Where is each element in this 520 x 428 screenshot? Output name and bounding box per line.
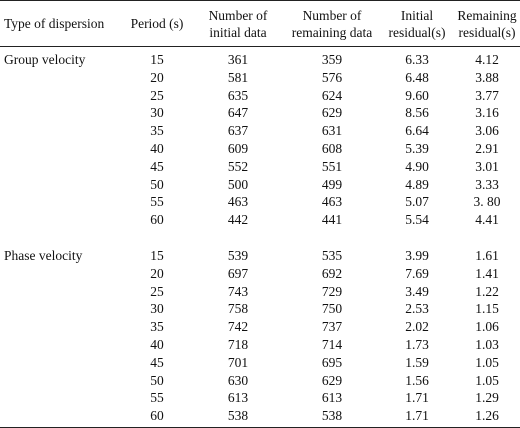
cell-remaining-residual: 3.01 <box>475 158 499 174</box>
group-label-empty <box>0 336 122 354</box>
cell-period: 35 <box>150 123 164 139</box>
cell-remaining-data: 613 <box>321 390 343 406</box>
group-label-empty <box>0 176 122 194</box>
cell-remaining-residual: 1.03 <box>475 336 499 352</box>
table-row <box>0 283 520 301</box>
cell-initial-residual: 2.02 <box>405 319 429 335</box>
cell-initial-residual: 7.69 <box>405 265 429 281</box>
group-label-empty <box>0 354 122 372</box>
group-label-empty <box>0 389 122 407</box>
cell-remaining-residual: 3.77 <box>475 87 499 103</box>
cell-remaining-data: 359 <box>321 52 343 67</box>
cell-initial-data: 613 <box>227 390 249 406</box>
cell-period: 60 <box>122 407 192 427</box>
table-row <box>0 243 520 265</box>
cell-initial-data: 635 <box>227 87 249 103</box>
cell-period: 50 <box>150 176 164 192</box>
cell-remaining-data: 629 <box>321 105 343 121</box>
cell-remaining-residual: 4.12 <box>475 52 499 67</box>
cell-period: 40 <box>150 336 164 352</box>
cell-remaining-residual: 1.22 <box>475 283 499 299</box>
table-row <box>0 69 520 87</box>
cell-remaining-data: 631 <box>321 123 343 139</box>
cell-initial-data: 552 <box>227 158 249 174</box>
group-label-empty <box>0 140 122 158</box>
cell-initial-residual: 2.53 <box>405 301 429 317</box>
cell-initial-data: 500 <box>227 176 249 192</box>
cell-initial-data: 361 <box>227 52 249 67</box>
table-row <box>0 158 520 176</box>
group-label-empty <box>0 69 122 87</box>
cell-initial-residual: 1.73 <box>405 336 429 352</box>
cell-period: 30 <box>150 301 164 317</box>
cell-remaining-data: 608 <box>321 140 343 156</box>
cell-remaining-residual: 1.05 <box>475 372 499 388</box>
cell-period: 45 <box>150 354 164 370</box>
table-row <box>0 389 520 407</box>
cell-initial-data: 742 <box>227 319 249 335</box>
cell-remaining-residual: 4.41 <box>475 212 499 228</box>
group-label: Phase velocity <box>4 247 83 263</box>
table-header <box>0 1 520 47</box>
cell-period: 55 <box>150 390 164 406</box>
cell-remaining-residual: 1.26 <box>454 407 520 427</box>
table-row <box>0 407 520 427</box>
cell-period: 30 <box>150 105 164 121</box>
cell-remaining-residual: 3. 80 <box>473 194 501 210</box>
header-row <box>0 1 520 47</box>
cell-initial-residual: 1.71 <box>380 407 454 427</box>
group-label-empty <box>0 318 122 336</box>
cell-remaining-residual: 1.41 <box>475 265 499 281</box>
cell-remaining-data: 729 <box>321 283 343 299</box>
header-type: Type of dispersion <box>0 1 122 47</box>
table-row <box>0 300 520 318</box>
cell-remaining-residual: 1.06 <box>475 319 499 335</box>
cell-remaining-data: 576 <box>321 69 343 85</box>
group-separator <box>0 229 520 243</box>
cell-remaining-residual: 3.33 <box>475 176 499 192</box>
cell-initial-data: 609 <box>227 140 249 156</box>
cell-remaining-data: 624 <box>321 87 343 103</box>
cell-period: 45 <box>150 158 164 174</box>
header-initial-data: Number of initial data <box>192 1 284 47</box>
cell-remaining-data: 441 <box>321 212 343 228</box>
cell-initial-data: 718 <box>227 336 249 352</box>
cell-remaining-data: 692 <box>321 265 343 281</box>
cell-initial-residual: 8.56 <box>405 105 429 121</box>
cell-initial-data: 581 <box>227 69 249 85</box>
cell-initial-residual: 5.39 <box>405 140 429 156</box>
cell-remaining-data: 499 <box>321 176 343 192</box>
table-row <box>0 176 520 194</box>
group-label: Group velocity <box>4 52 86 67</box>
header-period: Period (s) <box>122 1 192 47</box>
cell-initial-data: 442 <box>227 212 249 228</box>
cell-period: 40 <box>150 140 164 156</box>
cell-initial-residual: 1.71 <box>405 390 429 406</box>
group-label-empty <box>0 211 122 229</box>
cell-initial-residual: 3.49 <box>405 283 429 299</box>
cell-period: 20 <box>150 69 164 85</box>
cell-initial-data: 630 <box>227 372 249 388</box>
cell-period: 60 <box>150 212 164 228</box>
group-label-empty <box>0 104 122 122</box>
cell-initial-residual: 3.99 <box>405 247 429 263</box>
table-row <box>0 47 520 69</box>
cell-period: 20 <box>150 265 164 281</box>
cell-period: 15 <box>150 247 164 263</box>
cell-remaining-residual: 1.05 <box>475 354 499 370</box>
cell-initial-data: 701 <box>227 354 249 370</box>
cell-initial-data: 637 <box>227 123 249 139</box>
group-label-empty <box>0 87 122 105</box>
cell-remaining-residual: 3.16 <box>475 105 499 121</box>
table-row <box>0 372 520 390</box>
cell-initial-residual: 9.60 <box>405 87 429 103</box>
cell-remaining-data: 538 <box>284 407 380 427</box>
table-row <box>0 318 520 336</box>
table-row <box>0 104 520 122</box>
group-label-empty <box>0 300 122 318</box>
cell-initial-residual: 1.59 <box>405 354 429 370</box>
cell-remaining-data: 695 <box>321 354 343 370</box>
table-row <box>0 354 520 372</box>
cell-remaining-data: 737 <box>321 319 343 335</box>
cell-initial-residual: 4.90 <box>405 158 429 174</box>
table-row <box>0 87 520 105</box>
table-row <box>0 265 520 283</box>
cell-initial-data: 743 <box>227 283 249 299</box>
group-label-empty <box>0 283 122 301</box>
cell-remaining-data: 629 <box>321 372 343 388</box>
header-remaining-residual: Remaining residual(s) <box>454 1 520 47</box>
cell-initial-residual: 1.56 <box>405 372 429 388</box>
table-row <box>0 122 520 140</box>
table-body <box>0 47 520 428</box>
cell-initial-residual: 6.64 <box>405 123 429 139</box>
cell-initial-data: 539 <box>227 247 249 263</box>
separator-cell <box>0 229 520 243</box>
table-row <box>0 211 520 229</box>
cell-initial-residual: 5.07 <box>405 194 429 210</box>
cell-remaining-data: 535 <box>321 247 343 263</box>
cell-remaining-residual: 1.61 <box>475 247 499 263</box>
cell-initial-data: 538 <box>192 407 284 427</box>
group-label-empty <box>0 407 122 427</box>
cell-remaining-data: 551 <box>321 158 343 174</box>
cell-period: 50 <box>150 372 164 388</box>
group-label-empty <box>0 193 122 211</box>
cell-initial-data: 463 <box>227 194 249 210</box>
cell-remaining-residual: 1.15 <box>475 301 499 317</box>
cell-period: 55 <box>150 194 164 210</box>
cell-remaining-residual: 3.88 <box>475 69 499 85</box>
cell-initial-residual: 6.33 <box>405 52 429 67</box>
cell-remaining-data: 463 <box>321 194 343 210</box>
cell-remaining-data: 714 <box>321 336 343 352</box>
group-label-empty <box>0 158 122 176</box>
cell-remaining-data: 750 <box>321 301 343 317</box>
cell-initial-residual: 5.54 <box>405 212 429 228</box>
group-label-empty <box>0 122 122 140</box>
cell-initial-residual: 6.48 <box>405 69 429 85</box>
cell-initial-data: 758 <box>227 301 249 317</box>
cell-initial-residual: 4.89 <box>405 176 429 192</box>
cell-initial-data: 647 <box>227 105 249 121</box>
header-remaining-data: Number of remaining data <box>284 1 380 47</box>
cell-initial-data: 697 <box>227 265 249 281</box>
cell-remaining-residual: 3.06 <box>475 123 499 139</box>
cell-period: 35 <box>150 319 164 335</box>
group-label-empty <box>0 372 122 390</box>
cell-remaining-residual: 2.91 <box>475 140 499 156</box>
header-initial-residual: Initial residual(s) <box>380 1 454 47</box>
table-row <box>0 336 520 354</box>
table-row <box>0 193 520 211</box>
cell-period: 25 <box>150 283 164 299</box>
cell-period: 15 <box>150 52 164 67</box>
group-label-empty <box>0 265 122 283</box>
cell-period: 25 <box>150 87 164 103</box>
table-row <box>0 140 520 158</box>
cell-remaining-residual: 1.29 <box>475 390 499 406</box>
